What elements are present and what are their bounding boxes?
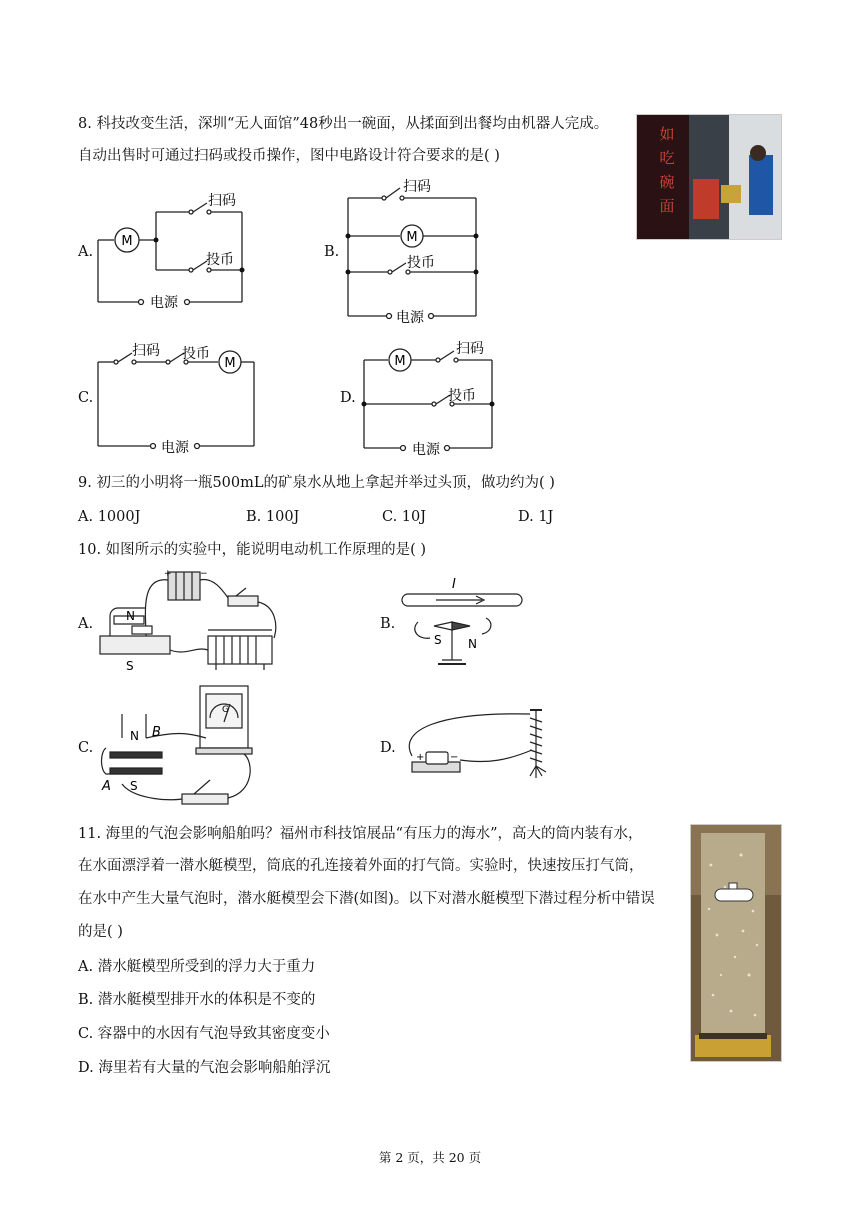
q10-figure-a [96, 566, 286, 678]
photo-sign-char-2: 吃 [659, 149, 675, 167]
q9-option-c: C. 10J [382, 509, 427, 525]
q8-circuit-c [94, 338, 264, 456]
q9-option-b: B. 100J [246, 509, 300, 525]
power-label: 电源 [161, 440, 189, 456]
q8-option-c-label: C. [78, 390, 94, 406]
q8-option-a-label: A. [78, 244, 94, 260]
q10-option-c-label: C. [78, 740, 94, 756]
power-label: 电源 [150, 295, 178, 310]
q11-stem-line3: 在水中产生大量气泡时，潜水艇模型会下潜(如图)。以下对潜水艇模型下潜过程分析中错误 [78, 891, 655, 907]
q11-option-c: C. 容器中的水因有气泡导致其密度变小 [78, 1026, 330, 1042]
page-footer: 第 2 页，共 20 页 [378, 1150, 482, 1165]
photo-sign-char-1: 如 [659, 125, 675, 143]
wire-b-label: B [152, 725, 161, 740]
motor-label: M [121, 234, 133, 249]
q9-option-d: D. 1J [518, 509, 554, 525]
power-label: 电源 [396, 310, 424, 326]
current-i-label: I [452, 577, 456, 592]
battery-minus: − [200, 569, 208, 579]
q10-option-a-label: A. [78, 616, 94, 632]
q8-circuit-a [94, 186, 254, 310]
switch-scan-label: 扫码 [456, 341, 484, 357]
switch-coin-label: 投币 [448, 388, 476, 404]
q11-stem-line1: 11. 海里的气泡会影响船舶吗？福州市科技馆展品“有压力的海水”，高大的筒内装有水， [78, 826, 643, 842]
pole-s-label: S [126, 659, 134, 673]
motor-label: M [224, 356, 236, 371]
switch-coin-label: 投币 [182, 346, 210, 362]
photo-sign-char-4: 面 [659, 197, 675, 215]
switch-coin-label: 投币 [206, 252, 234, 268]
q11-option-d: D. 海里若有大量的气泡会影响船舶浮沉 [78, 1060, 331, 1076]
pole-n-label: N [130, 729, 139, 743]
q8-circuit-d [356, 334, 506, 458]
noodle-shop-photo [636, 114, 782, 240]
motor-label: M [406, 230, 418, 245]
wire-a-label: A [102, 779, 111, 794]
pole-n-label: N [468, 637, 477, 651]
q8-stem-line2: 自动出售时可通过扫码或投币操作，图中电路设计符合要求的是( ) [78, 148, 500, 164]
q9-stem: 9. 初三的小明将一瓶500mL的矿泉水从地上拿起并举过头顶，做功约为( ) [78, 475, 555, 491]
q10-figure-c [94, 682, 268, 810]
q8-option-b-label: B. [324, 244, 340, 260]
q9-option-a: A. 1000J [78, 509, 141, 525]
pole-s-label: S [434, 633, 442, 647]
q10-figure-b [396, 574, 526, 670]
q8-stem-line1: 8. 科技改变生活，深圳“无人面馆”48秒出一碗面，从揉面到出餐均由机器人完成。 [78, 116, 609, 132]
battery-plus: + [164, 569, 172, 579]
q10-stem: 10. 如图所示的实验中，能说明电动机工作原理的是( ) [78, 542, 427, 558]
q10-figure-d [398, 700, 558, 786]
battery-plus: + [416, 752, 425, 763]
galvanometer-g-label: G [222, 705, 229, 715]
pole-s-label: S [130, 779, 138, 793]
q11-option-b: B. 潜水艇模型排开水的体积是不变的 [78, 992, 316, 1008]
battery-minus: − [450, 752, 459, 763]
switch-scan-label: 扫码 [403, 179, 431, 195]
q8-option-d-label: D. [340, 390, 356, 406]
switch-coin-label: 投币 [407, 255, 435, 271]
motor-label: M [394, 354, 406, 369]
q11-stem-line2: 在水面漂浮着一潜水艇模型，筒底的孔连接着外面的打气筒。实验时，快速按压打气筒， [78, 858, 644, 874]
switch-scan-label: 扫码 [132, 343, 160, 359]
power-label: 电源 [412, 442, 440, 458]
q11-option-a: A. 潜水艇模型所受到的浮力大于重力 [78, 959, 316, 975]
q8-circuit-b [340, 174, 490, 326]
q10-option-d-label: D. [380, 740, 396, 756]
q11-stem-line4: 的是( ) [78, 924, 123, 940]
switch-scan-label: 扫码 [208, 193, 236, 209]
q10-option-b-label: B. [380, 616, 396, 632]
photo-sign-char-3: 碗 [659, 173, 675, 191]
pole-n-label: N [126, 609, 135, 623]
submarine-cylinder-photo [690, 824, 782, 1062]
